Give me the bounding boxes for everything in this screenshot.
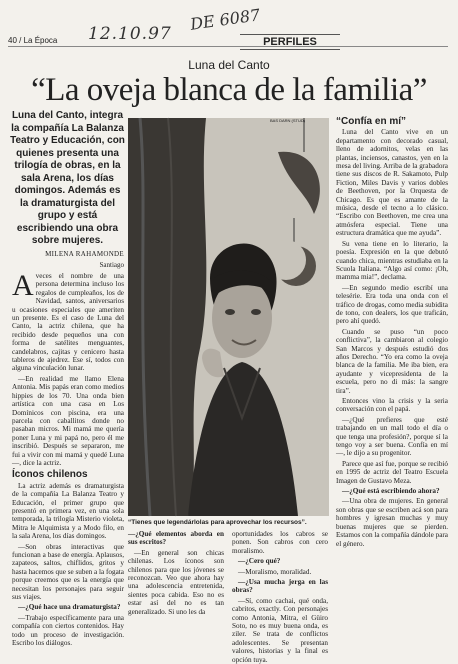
drop-cap: A — [12, 269, 34, 302]
interview-question: —¿Qué elementos aborda en sus escritos? — [128, 530, 224, 547]
paragraph: —En realidad me llamo Elena Antonia. Mis papás eran como medios hippies de los 70. Una onda bien artística con una casa en Los Domínicos con piscina, era una parcela con caballitos donde no pasaban micros. Mi mamá me quería poner Luna y mi papá no, pero él me inscribió. Después se separaron, me fui a vivir con mi mamá y quedé Luna—, dice la actriz. — [12, 374, 124, 467]
paragraph: Entonces vino la crisis y la seria conversación con el papá. — [336, 397, 448, 414]
photo-caption: “Tienes que legendárlolas para aprovechar los recursos”. — [128, 519, 307, 526]
paragraph: —Moralismo, moralidad. — [238, 567, 312, 576]
portrait-photo — [128, 118, 329, 516]
article-column-3 — [232, 530, 328, 664]
paragraph: Luna del Canto vive en un departamento con decorado casual, lleno de adornitos, velas en las plantas, inciensos, canastos, yen en la mesa del living. Arriba de la grabadora tiene sus discos de R. Sakamoto, Pulp Fiction, Miles Davis y varios dobles de Beethoven, por la Orquesta de Chicago. Es que es amante de la música, desde el tecno a lo clásico. “Escribo con Beethoven, me crea una atmósfera especial. Tiene una estructura dramática que me ayuda”. — [336, 128, 448, 238]
headline: “La oveja blanca de la familia” — [31, 72, 427, 108]
paragraph: Cuando se puso “un poco conflictiva”, la cambiaron al colegio San Marcos y después estudió dos años Derecho. “Yo era como la oveja blanca de la familia. Me iba bien, era ayudante y vicepresidenta de la escuela, pero no di más: la sangre tira”. — [336, 327, 448, 395]
header-rule — [8, 46, 448, 47]
interview-question: —¿Qué está escribiendo ahora? — [342, 487, 440, 496]
kicker: Luna del Canto — [188, 58, 270, 72]
dateline-place: Santiago — [99, 261, 124, 269]
interview-question: —¿Cero qué? — [238, 557, 281, 566]
handwritten-date: 12.10.97 — [88, 24, 172, 44]
article-column-4 — [336, 118, 448, 598]
paragraph: —Una obra de mujeres. En general son obras que se escriben acá son para hombres y igresan muchas y muy buenas mujeres que se pierden. Estamos con la compañía dándole para el género. — [336, 497, 448, 548]
paragraph: Su vena tiene en lo literario, la poesía. Expresión en la que debutó cuando chica, mientras estudiaba en la Scuola Italiana. “Algo así como: ¡Oh, mamma mia!”, declama. — [336, 239, 448, 282]
photo-credit: BAS DARN (STUD) — [270, 118, 306, 123]
paragraph: veces el nombre de una persona determina incluso los regalos de cumpleaños, los de Navidad, santos, aniversarios u ocasiones especiales que ameriten un presente. Es el caso de Luna del Canto, la actriz chilena, que ha recibido desde pequeños una con forma de satélites menguantes, candelabros, cajitas y cenicero hasta tableros de ajedrez. Ese sí, todos con alguna vinculación lunar. — [12, 272, 124, 373]
handwritten-archive-code: DE 6087 — [189, 5, 262, 34]
interview-question: —¿Qué hace una dramaturgista? — [18, 603, 121, 612]
paragraph: —En segundo medio escribí una telesérie. Era toda una onda con el tráfico de drogas, como media subidita de tono, con dealers, los que traficán, pero ahí quedó. — [336, 283, 448, 326]
paragraph: La actriz además es dramaturgista de la compañía La Balanza Teatro y Educación, el primer grupo que presentó en primera vez, en una sola temporada, la trilogía Misterio violeta, Mitra le Alquimista y a Modo filo, en la sala Arena, los días domingos. — [12, 481, 124, 541]
article-column-2 — [128, 530, 224, 616]
subheading: Íconos chilenos — [12, 469, 88, 481]
lead-paragraph: Luna del Canto, integra la compañía La Balanza Teatro y Educación, con quienes presenta una trilogía de obras, en la sala Arena, los días domingos. Además es la dramaturgista del grupo y está escribiendo una obra sobre mujeres. — [10, 110, 125, 246]
section-label: PERFILES — [240, 34, 340, 50]
portrait-illustration — [128, 118, 329, 516]
page-number-and-newspaper: 40 / La Época — [8, 36, 58, 45]
paragraph: —Trabajo específicamente para una compañía con ciertos contenidos. Hay todo un proceso de investigación. Escribo los diálogos. — [12, 613, 124, 648]
paragraph: oportunidades los cabros se ponen. Son cabros con cero moralismo. — [232, 530, 328, 555]
paragraph: Parece que así fue, porque se recibió en 1995 de actriz del Teatro Escuela Imagen de Gustavo Meza. — [336, 459, 448, 485]
interview-question: —¿Usa mucha jerga en las obras? — [232, 578, 328, 595]
paragraph: —¿Qué prefieres que esté trabajando en un mall todo el día o que tenga una profesión?, porque sí la tengo voy a ser buena. Confía en mí—, le dijo a su progenitor. — [336, 415, 448, 458]
subheading: “Confía en mí” — [336, 116, 407, 127]
paragraph: —Sí, como cachai, qué onda, cabritos, exactly. Con personajes como Antonia, Mitra, el Güiro Soto, no es muy buena onda, es ziler. Se trata de conflictos adolescentes. Se presentan valores, historias y la final es opción tuya. — [232, 596, 328, 664]
article-column-1 — [12, 269, 124, 648]
byline: MILENA RAHAMONDE — [45, 250, 124, 258]
paragraph: —Son obras interactivas que funcionan a base de energía. Aplausos, zapateos, saltos, chiflidos, gritos y hasta hacemos que se suben a la fogata porque creemos que es la energía que necesitan los personajes para seguir sus viajes. — [12, 542, 124, 602]
paragraph: —En general son chicas chilenas. Los íconos son chilenos para que los jóvenes se reconozcan. Veo que ahora hay una adolescencia entretenida, sientes poca cabida. Eso no es estar así del no es tan generalizado. Si uno les da — [128, 548, 224, 616]
